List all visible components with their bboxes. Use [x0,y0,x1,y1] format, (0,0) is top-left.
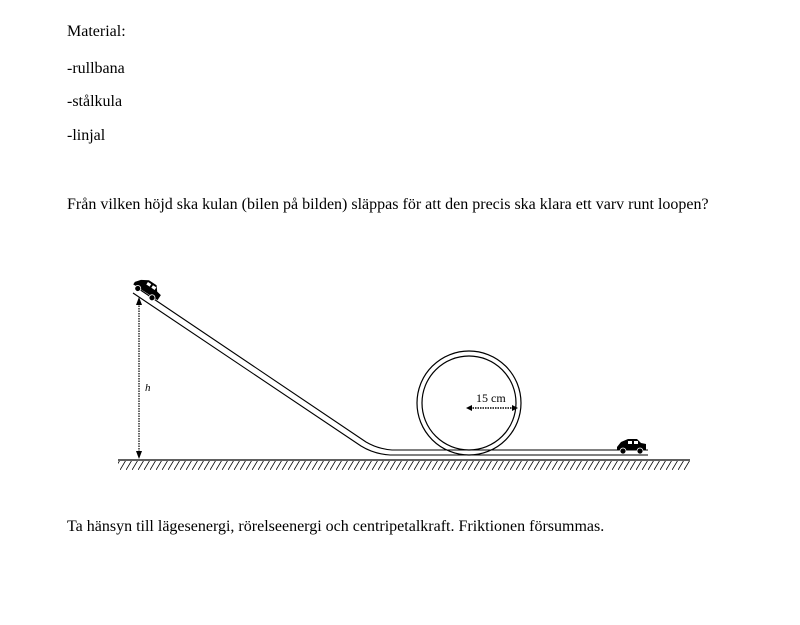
material-item-linjal: -linjal [67,127,106,144]
ramp-track [133,287,470,455]
radius-arrow [466,405,518,411]
radius-label: 15 cm [476,391,506,405]
material-item-rullbana: -rullbana [67,60,125,77]
material-item-stalkula: -stålkula [67,93,123,110]
car-on-ramp-icon [131,274,164,303]
car-at-end-icon [617,439,646,454]
material-heading: Material: [67,23,126,40]
instruction-note: Ta hänsyn till lägesenergi, rörelseenergi och centripetalkraft. Friktionen försummas. [67,518,605,535]
ground [118,460,690,470]
question-text: Från vilken höjd ska kulan (bilen på bilden) släppas för att den precis ska klara ett varv runt loopen? [67,196,709,213]
height-label: h [145,382,151,394]
height-arrow [136,297,142,459]
